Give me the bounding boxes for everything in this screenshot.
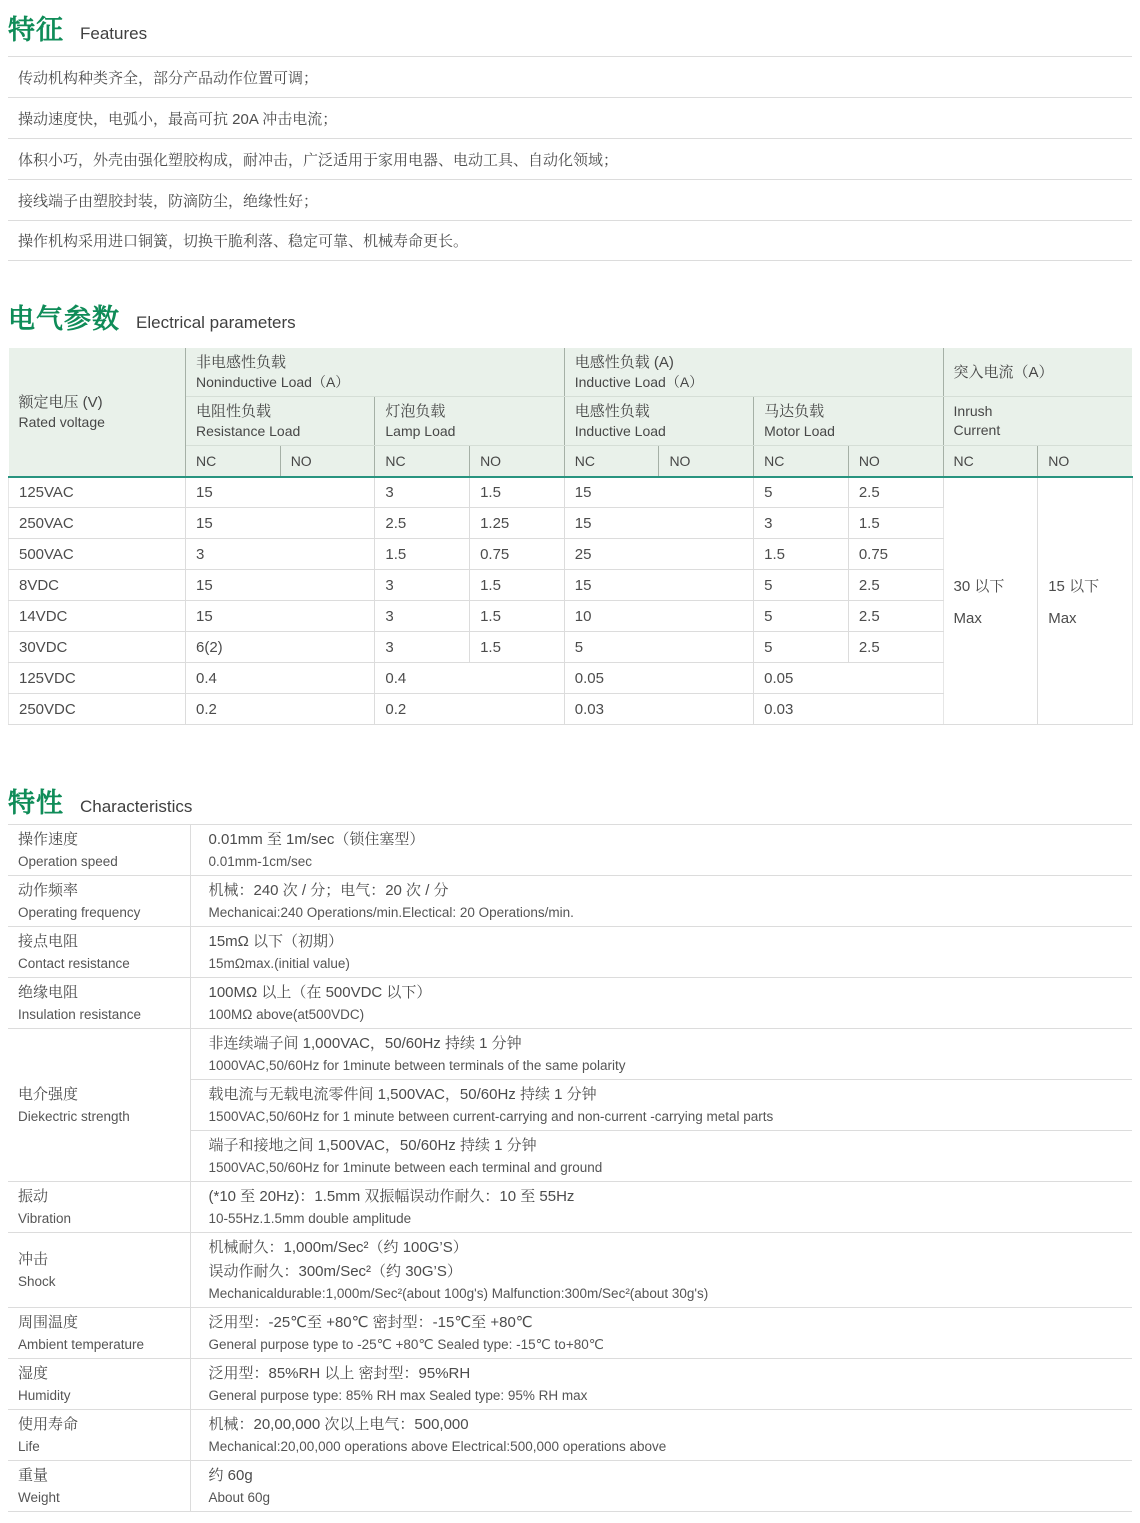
load-value: 3 — [375, 601, 470, 632]
rated-voltage-value: 125VAC — [9, 477, 186, 508]
inrush-nc-value-line2: Max — [953, 609, 982, 627]
header-no: NO — [470, 446, 565, 477]
characteristic-label-en: Shock — [18, 1274, 56, 1289]
header-motor-en: Motor Load — [764, 423, 835, 439]
load-value: 15 — [564, 477, 753, 508]
characteristic-value — [190, 1233, 1132, 1308]
load-value: 5 — [754, 477, 849, 508]
load-value: 0.05 — [564, 663, 753, 694]
characteristic-label-en: Operating frequency — [18, 905, 141, 920]
load-value: 15 — [186, 601, 375, 632]
characteristic-label-cn: 振动 — [18, 1188, 49, 1205]
header-inductive-group-en: Inductive Load（A） — [574, 374, 704, 390]
characteristic-value-cn: 0.01mm 至 1m/sec（锁住塞型） — [208, 831, 425, 848]
electrical-section-title — [8, 297, 1132, 333]
characteristic-value-en: 15mΩmax.(initial value) — [208, 956, 350, 971]
characteristic-value-cn: 15mΩ 以下（初期） — [208, 933, 344, 950]
load-value: 3 — [754, 508, 849, 539]
load-value: 15 — [186, 477, 375, 508]
header-inductive-group-cn: 电感性负载 (A) — [574, 354, 674, 371]
characteristic-value-cn: 端子和接地之间 1,500VAC，50/60Hz 持续 1 分钟 — [208, 1137, 537, 1154]
rated-voltage-value: 250VAC — [9, 508, 186, 539]
characteristic-label — [8, 1233, 190, 1308]
characteristic-value-en: 10-55Hz.1.5mm double amplitude — [208, 1211, 412, 1226]
header-rated-voltage-cn: 额定电压 (V) — [18, 393, 103, 411]
characteristic-value — [190, 927, 1132, 978]
load-value: 2.5 — [848, 570, 943, 601]
inrush-nc-value-line1: 30 以下 — [953, 577, 1005, 595]
characteristic-row — [8, 1308, 1132, 1359]
characteristic-row — [8, 876, 1132, 927]
characteristic-value — [190, 1080, 1132, 1131]
electrical-table — [8, 348, 1133, 725]
characteristic-label-en: Life — [18, 1439, 40, 1454]
header-inductive-en: Inductive Load — [574, 423, 666, 439]
feature-item: 操作机构采用进口铜簧，切换干脆利落、稳定可靠、机械寿命更长。 — [8, 220, 1132, 261]
inrush-no-value — [1038, 477, 1133, 725]
load-value: 15 — [186, 570, 375, 601]
characteristic-label-en: Humidity — [18, 1388, 71, 1403]
features-list — [8, 56, 1132, 261]
characteristic-row — [8, 927, 1132, 978]
characteristic-value — [190, 1410, 1132, 1461]
header-noninductive-cn: 非电感性负载 — [196, 354, 287, 371]
header-nc: NC — [754, 446, 849, 477]
characteristic-label-cn: 动作频率 — [18, 882, 79, 899]
header-motor-load — [754, 397, 943, 446]
electrical-row — [9, 477, 1133, 508]
characteristic-value-cn: 载电流与无载电流零件间 1,500VAC，50/60Hz 持续 1 分钟 — [208, 1086, 597, 1103]
load-value: 1.5 — [470, 477, 565, 508]
load-value: 5 — [564, 632, 753, 663]
rated-voltage-value: 500VAC — [9, 539, 186, 570]
load-value: 3 — [186, 539, 375, 570]
load-value: 0.75 — [470, 539, 565, 570]
characteristic-value-cn: 机械：240 次 / 分；电气：20 次 / 分 — [208, 882, 449, 899]
characteristic-value-cn: 机械耐久：1,000m/Sec²（约 100G’S） — [208, 1239, 468, 1256]
characteristic-value — [190, 876, 1132, 927]
inrush-no-value-line1: 15 以下 — [1048, 577, 1100, 595]
load-value: 0.03 — [754, 694, 943, 725]
characteristic-label-cn: 电介强度 — [18, 1086, 79, 1103]
characteristic-value — [190, 1359, 1132, 1410]
load-value: 1.25 — [470, 508, 565, 539]
characteristic-label-en: Vibration — [18, 1211, 72, 1226]
characteristic-value-en: Mechanicaldurable:1,000m/Sec²(about 100g's) Malfunction:300m/Sec²(about 30g's) — [208, 1286, 709, 1301]
rated-voltage-value: 30VDC — [9, 632, 186, 663]
characteristic-label-cn: 使用寿命 — [18, 1416, 79, 1433]
characteristic-value-en: 1500VAC,50/60Hz for 1 minute between current-carrying and non-current -carrying metal parts — [208, 1109, 774, 1124]
header-inrush-cn: 突入电流（A） — [953, 363, 1054, 381]
header-resistance-load — [186, 397, 375, 446]
header-rated-voltage-en: Rated voltage — [18, 413, 105, 430]
load-value: 10 — [564, 601, 753, 632]
characteristic-label — [8, 1029, 190, 1182]
load-value: 0.4 — [375, 663, 564, 694]
header-no: NO — [1038, 446, 1133, 477]
load-value: 3 — [375, 477, 470, 508]
characteristic-value-en: About 60g — [208, 1490, 271, 1505]
characteristic-value-en: 100MΩ above(at500VDC) — [208, 1007, 365, 1022]
characteristic-label — [8, 978, 190, 1029]
characteristic-row — [8, 1359, 1132, 1410]
characteristic-value-cn: 泛用型：85%RH 以上 密封型：95%RH — [208, 1365, 471, 1382]
characteristic-value-cn: 非连续端子间 1,000VAC，50/60Hz 持续 1 分钟 — [208, 1035, 522, 1052]
characteristic-label-en: Diekectric strength — [18, 1109, 130, 1124]
load-value: 15 — [564, 570, 753, 601]
characteristic-label — [8, 1182, 190, 1233]
characteristic-value — [190, 978, 1132, 1029]
load-value: 15 — [564, 508, 753, 539]
characteristic-value — [190, 1131, 1132, 1182]
load-value: 5 — [754, 601, 849, 632]
electrical-title-cn: 电气参数 — [8, 304, 120, 334]
characteristic-value-en: 1500VAC,50/60Hz for 1minute between each terminal and ground — [208, 1160, 603, 1175]
header-lamp-cn: 灯泡负载 — [385, 403, 446, 420]
load-value: 15 — [186, 508, 375, 539]
load-value: 0.75 — [848, 539, 943, 570]
load-value: 1.5 — [375, 539, 470, 570]
characteristic-row — [8, 825, 1132, 876]
features-section-title — [8, 8, 1132, 44]
load-value: 0.05 — [754, 663, 943, 694]
characteristic-row — [8, 978, 1132, 1029]
characteristic-value-en: 0.01mm-1cm/sec — [208, 854, 313, 869]
header-inductive-load — [564, 397, 753, 446]
feature-item: 传动机构种类齐全，部分产品动作位置可调； — [8, 56, 1132, 97]
header-nc: NC — [943, 446, 1038, 477]
characteristics-table-body — [8, 825, 1132, 1512]
characteristic-label — [8, 1461, 190, 1512]
header-noninductive-en: Noninductive Load（A） — [196, 374, 350, 390]
characteristics-table — [8, 824, 1132, 1512]
characteristic-value — [190, 1029, 1132, 1080]
load-value: 2.5 — [848, 601, 943, 632]
header-no: NO — [280, 446, 375, 477]
characteristic-label-cn: 周围温度 — [18, 1314, 79, 1331]
load-value: 6(2) — [186, 632, 375, 663]
load-value: 0.4 — [186, 663, 375, 694]
rated-voltage-value: 8VDC — [9, 570, 186, 601]
characteristic-value — [190, 1182, 1132, 1233]
feature-item: 接线端子由塑胶封装，防滴防尘，绝缘性好； — [8, 179, 1132, 220]
load-value: 0.03 — [564, 694, 753, 725]
load-value: 5 — [754, 570, 849, 601]
characteristic-value-en: 1000VAC,50/60Hz for 1minute between terminals of the same polarity — [208, 1058, 626, 1073]
characteristic-value-en: Mechanicai:240 Operations/min.Electical: 20 Operations/min. — [208, 905, 574, 920]
characteristics-title-en: Characteristics — [80, 797, 193, 816]
load-value: 25 — [564, 539, 753, 570]
characteristic-value — [190, 825, 1132, 876]
characteristic-label — [8, 927, 190, 978]
inrush-nc-value — [943, 477, 1038, 725]
characteristic-value-cn: 约 60g — [208, 1467, 253, 1484]
header-resistance-cn: 电阻性负载 — [196, 403, 272, 420]
characteristic-value-cn: 机械：20,00,000 次以上电气：500,000 — [208, 1416, 469, 1433]
characteristic-value-en: Mechanical:20,00,000 operations above Electrical:500,000 operations above — [208, 1439, 667, 1454]
header-motor-cn: 马达负载 — [764, 403, 825, 420]
features-title-cn: 特征 — [8, 15, 64, 45]
header-inductive-cn: 电感性负载 — [574, 403, 650, 420]
header-inrush-en2: Current — [953, 422, 1001, 438]
characteristic-label-en: Insulation resistance — [18, 1007, 142, 1022]
load-value: 0.2 — [186, 694, 375, 725]
header-inrush-current-group — [943, 348, 1132, 397]
characteristic-value-en: General purpose type: 85% RH max Sealed type: 95% RH max — [208, 1388, 588, 1403]
load-value: 2.5 — [375, 508, 470, 539]
characteristic-label-en: Operation speed — [18, 854, 118, 869]
header-no: NO — [848, 446, 943, 477]
electrical-table-body — [9, 477, 1133, 725]
characteristic-label-cn: 冲击 — [18, 1251, 49, 1268]
characteristic-label-cn: 湿度 — [18, 1365, 49, 1382]
inrush-no-value-line2: Max — [1048, 609, 1077, 627]
header-lamp-load — [375, 397, 564, 446]
characteristic-row — [8, 1461, 1132, 1512]
rated-voltage-value: 250VDC — [9, 694, 186, 725]
characteristic-value — [190, 1308, 1132, 1359]
characteristic-label-cn: 重量 — [18, 1467, 49, 1484]
characteristic-label — [8, 1308, 190, 1359]
characteristic-row — [8, 1029, 1132, 1080]
load-value: 2.5 — [848, 477, 943, 508]
characteristic-label-en: Ambient temperature — [18, 1337, 145, 1352]
load-value: 3 — [375, 570, 470, 601]
header-no: NO — [659, 446, 754, 477]
load-value: 1.5 — [848, 508, 943, 539]
load-value: 1.5 — [470, 632, 565, 663]
characteristic-label-en: Contact resistance — [18, 956, 130, 971]
characteristic-label-cn: 操作速度 — [18, 831, 79, 848]
characteristic-value-cn: 泛用型：-25℃至 +80℃ 密封型：-15℃至 +80℃ — [208, 1314, 533, 1331]
rated-voltage-value: 14VDC — [9, 601, 186, 632]
header-nc: NC — [375, 446, 470, 477]
header-resistance-en: Resistance Load — [196, 423, 301, 439]
features-title-en: Features — [80, 24, 148, 43]
characteristic-label — [8, 825, 190, 876]
load-value: 5 — [754, 632, 849, 663]
characteristic-value-en: General purpose type to -25℃ +80℃ Sealed type: -15℃ to+80℃ — [208, 1337, 604, 1352]
load-value: 1.5 — [470, 570, 565, 601]
header-inductive-load-group — [564, 348, 943, 397]
header-inrush-current — [943, 397, 1132, 446]
rated-voltage-value: 125VDC — [9, 663, 186, 694]
header-lamp-en: Lamp Load — [385, 423, 456, 439]
load-value: 2.5 — [848, 632, 943, 663]
characteristic-row — [8, 1410, 1132, 1461]
load-value: 3 — [375, 632, 470, 663]
characteristic-label-cn: 绝缘电阻 — [18, 984, 79, 1001]
characteristics-section-title — [8, 781, 1132, 817]
characteristic-value-cn: (*10 至 20Hz)：1.5mm 双振幅误动作耐久：10 至 55Hz — [208, 1188, 575, 1205]
characteristic-label — [8, 1359, 190, 1410]
characteristics-title-cn: 特性 — [8, 788, 64, 818]
characteristic-label-en: Weight — [18, 1490, 60, 1505]
characteristic-label-cn: 接点电阻 — [18, 933, 79, 950]
header-rated-voltage — [9, 348, 186, 477]
header-nc: NC — [186, 446, 281, 477]
header-inrush-en1: Inrush — [953, 403, 993, 419]
load-value: 1.5 — [470, 601, 565, 632]
characteristic-value-cn: 100MΩ 以上（在 500VDC 以下） — [208, 984, 432, 1001]
load-value: 1.5 — [754, 539, 849, 570]
characteristic-label — [8, 876, 190, 927]
characteristic-row — [8, 1182, 1132, 1233]
characteristic-label — [8, 1410, 190, 1461]
header-noninductive-load-group — [186, 348, 565, 397]
header-nc: NC — [564, 446, 659, 477]
characteristic-value-cn: 误动作耐久：300m/Sec²（约 30G’S） — [208, 1263, 462, 1280]
electrical-table-header — [9, 348, 1133, 477]
characteristic-value — [190, 1461, 1132, 1512]
electrical-title-en: Electrical parameters — [136, 313, 296, 332]
characteristic-row — [8, 1233, 1132, 1308]
load-value: 0.2 — [375, 694, 564, 725]
feature-item: 体积小巧，外壳由强化塑胶构成，耐冲击，广泛适用于家用电器、电动工具、自动化领域； — [8, 138, 1132, 179]
feature-item: 操动速度快，电弧小，最高可抗 20A 冲击电流； — [8, 97, 1132, 138]
